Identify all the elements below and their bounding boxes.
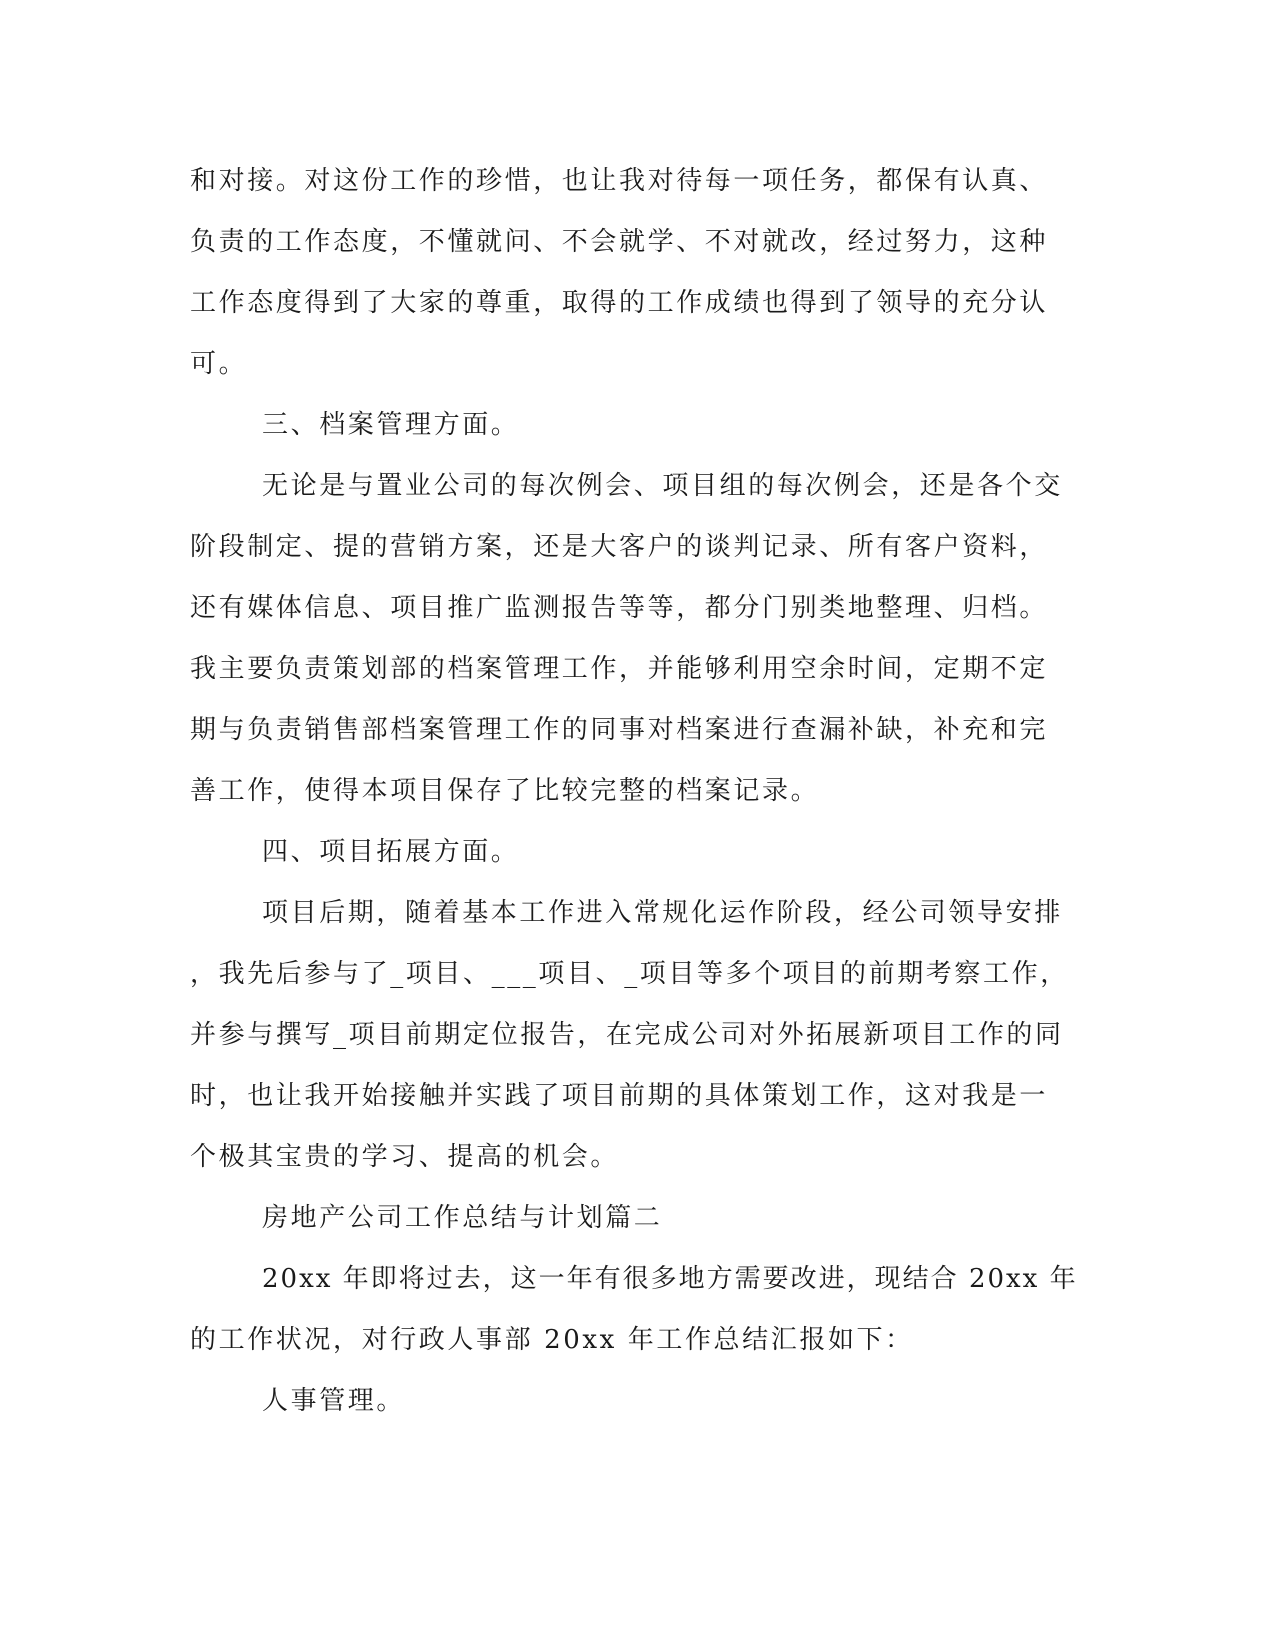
section-heading: 三、档案管理方面。 [262, 410, 520, 440]
text-line: 善工作，使得本项目保存了比较完整的档案记录。 [190, 776, 820, 806]
text-line: 时，也让我开始接触并实践了项目前期的具体策划工作，这对我是一 [190, 1081, 1049, 1111]
text-line: 工作态度得到了大家的尊重，取得的工作成绩也得到了领导的充分认 [190, 288, 1049, 318]
text-line: 和对接。对这份工作的珍惜，也让我对待每一项任务，都保有认真、 [190, 166, 1049, 196]
text-line: 负责的工作态度，不懂就问、不会就学、不对就改，经过努力，这种 [190, 227, 1049, 257]
text-line: ，我先后参与了_项目、___项目、_项目等多个项目的前期考察工作， [190, 959, 1069, 989]
text-line: 并参与撰写_项目前期定位报告，在完成公司对外拓展新项目工作的同 [190, 1020, 1064, 1050]
section-heading: 人事管理。 [262, 1386, 406, 1416]
section-heading: 四、项目拓展方面。 [262, 837, 520, 867]
article-title: 房地产公司工作总结与计划篇二 [262, 1203, 663, 1233]
text-line: 还有媒体信息、项目推广监测报告等等，都分门别类地整理、归档。 [190, 593, 1049, 623]
text-line: 阶段制定、提的营销方案，还是大客户的谈判记录、所有客户资料， [190, 532, 1049, 562]
text-line: 期与负责销售部档案管理工作的同事对档案进行查漏补缺，补充和完 [190, 715, 1049, 745]
text-line: 的工作状况，对行政人事部 20xx 年工作总结汇报如下： [190, 1325, 914, 1355]
text-line: 20xx 年即将过去，这一年有很多地方需要改进，现结合 20xx 年 [262, 1264, 1078, 1294]
document-body [190, 151, 1080, 1432]
text-line: 无论是与置业公司的每次例会、项目组的每次例会，还是各个交 [262, 471, 1063, 501]
text-line: 我主要负责策划部的档案管理工作，并能够利用空余时间，定期不定 [190, 654, 1049, 684]
text-line: 可。 [190, 349, 248, 379]
text-line: 项目后期，随着基本工作进入常规化运作阶段，经公司领导安排 [262, 898, 1063, 928]
text-line: 个极其宝贵的学习、提高的机会。 [190, 1142, 620, 1172]
